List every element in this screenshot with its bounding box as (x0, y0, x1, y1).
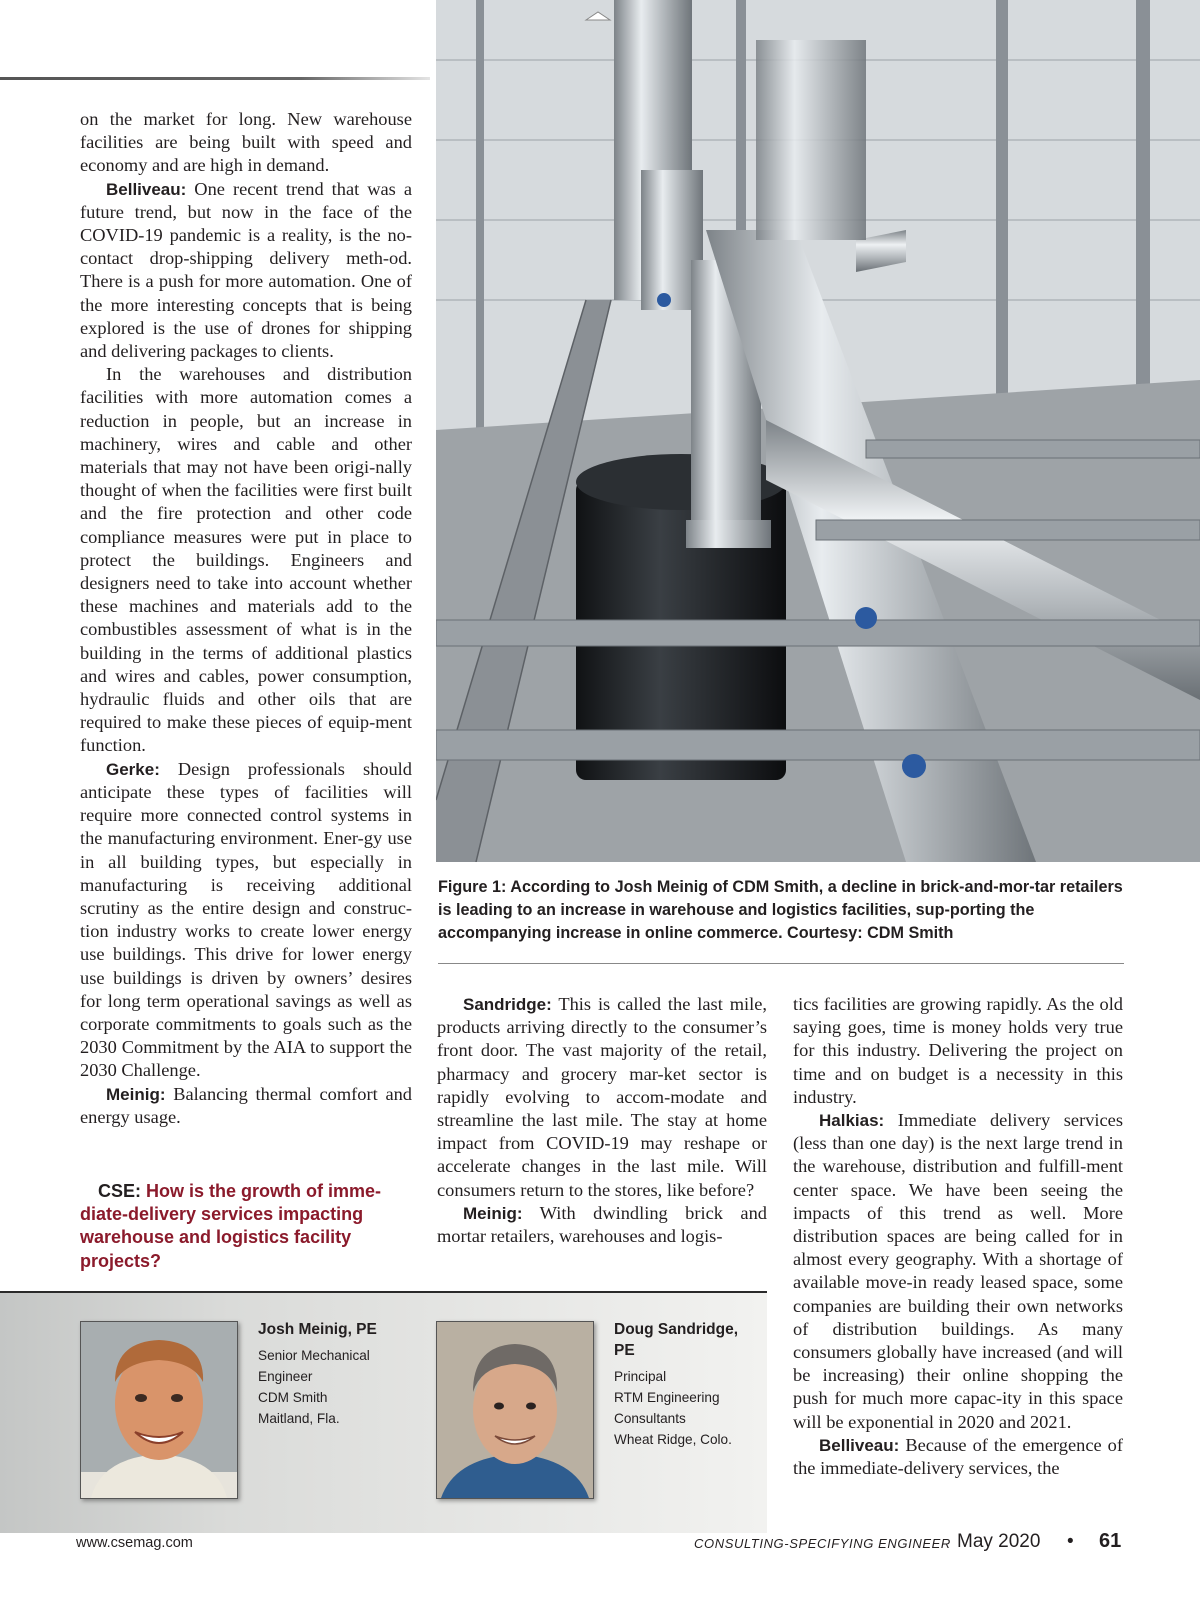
footer-issue-date: May 2020 (957, 1531, 1041, 1552)
paragraph (437, 993, 767, 1202)
bio-name: Doug Sandridge, PE (614, 1321, 738, 1359)
top-rule (0, 77, 430, 80)
figure-caption: Figure 1: According to Josh Meinig of CDM Smith, a decline in brick-and-mor-tar retailers is leading to an increase in warehouse and logistics facilities, sup-porting the accompanying increase in online commerce. Courtesy: CDM Smith (438, 878, 1123, 942)
bio-company: CDM Smith (258, 1390, 328, 1405)
article-column-3 (793, 993, 1123, 1480)
bio-company: Consultants (614, 1411, 686, 1426)
cse-question (80, 1180, 410, 1273)
bio-name: Josh Meinig, PE (258, 1321, 377, 1338)
paragraph: on the market for long. New warehouse facilities are being built with speed and economy and are high in demand. (80, 109, 412, 176)
paragraph: In the warehouses and distribution facilities with more automation comes a reduction in people, but an increase in machinery, wires and cable and other materials that may not have been origi-nally thought of when the facilities were first built and the fire protection and other code compliance measures were put in place to protect the buildings. Engineers and designers need to take into account whether these machines and materials add to the combustibles assessment of what is in the building in the terms of additional plastics and wires and cables, power consumption, hydraulic fluids and other oils that are required to make these pieces of equip-ment function. (80, 364, 412, 756)
bio-location: Wheat Ridge, Colo. (614, 1432, 732, 1447)
speaker-name: Belliveau: (106, 179, 187, 199)
speaker-name: Gerke: (106, 759, 160, 779)
page-number: 61 (1099, 1530, 1122, 1552)
paragraph-text: One recent trend that was a future trend, but now in the face of the COVID-19 pandemic is a reality, is the no-contact drop-shipping delivery meth-od. There is a push for more automation. One of the more interesting concepts that is being explored is the use of drones for shipping and delivering packages to clients. (80, 178, 412, 362)
bio-details (258, 1345, 370, 1429)
speaker-name: Meinig: (106, 1084, 166, 1104)
speaker-name: Sandridge: (463, 995, 552, 1014)
avatar (80, 1321, 238, 1499)
cse-label: CSE: (98, 1181, 147, 1201)
warehouse-ductwork-illustration (436, 0, 1200, 862)
paragraph (793, 1434, 1123, 1480)
bio-title: Senior Mechanical (258, 1348, 370, 1363)
footer-website: www.csemag.com (76, 1535, 193, 1551)
speaker-name: Belliveau: (819, 1435, 900, 1455)
question-text: How is the growth of imme-diate-delivery services impacting warehouse and logistics facility projects? (80, 1181, 382, 1271)
speaker-name: Meinig: (463, 1203, 523, 1223)
bio-location: Maitland, Fla. (258, 1411, 340, 1426)
bio-title: Engineer (258, 1369, 313, 1384)
paragraph-text: With dwindling brick and mortar retailers, warehouses and logis- (437, 1202, 767, 1247)
paragraph (80, 1083, 412, 1129)
paragraph (80, 758, 412, 1083)
bio-details (614, 1366, 732, 1450)
article-column-2 (437, 993, 767, 1248)
caption-rule (438, 963, 1124, 964)
paragraph (793, 1109, 1123, 1434)
portrait-photo (437, 1322, 593, 1498)
avatar (436, 1321, 594, 1499)
paragraph-text: This is called the last mile, products arriving directly to the consumer’s front door. The vast majority of the retail, pharmacy and grocery mar-ket sector is rapidly evolving to accom-modate and streamline the last mile. The stay at home impact from COVID-19 may reshape or accelerate changes in the last mile. Will consumers return to the stores, like before? (437, 994, 767, 1200)
paragraph (437, 1202, 767, 1248)
paragraph-text: Because of the emergence of the immediate-delivery services, the (793, 1434, 1123, 1479)
paragraph: tics facilities are growing rapidly. As the old saying goes, time is money holds very true for this industry. Delivering the project on time and on budget is a necessity in this industry. (793, 994, 1123, 1107)
figure-photo (436, 0, 1200, 862)
portrait-photo (81, 1322, 237, 1498)
footer-bullet: • (1067, 1531, 1074, 1552)
bio-title: Principal (614, 1369, 667, 1384)
paragraph-text: Design professionals should anticipate these types of facilities will require more connected control systems in the manufacturing environment. Ener-gy use in all building types, but especially in manufacturing is receiving additional scrutiny as the entire design and construc-tion industry works to create lower energy use buildings. This drive for lower energy use buildings is driven by owners’ desires for long term operational savings as well as corporate commitments to goals such as the 2030 Commitment by the AIA to support the 2030 Challenge. (80, 758, 412, 1081)
paragraph (80, 178, 412, 364)
bio-title: RTM Engineering (614, 1390, 720, 1405)
footer-magazine-name: CONSULTING-SPECIFYING ENGINEER (694, 1536, 951, 1551)
paragraph-text: Immediate delivery services (less than one day) is the next large trend in the warehouse, distribution and fulfill-ment center space. We have been seeing the impacts of this trend as well. More distribution spaces are being called for in almost every geography. With a shortage of available move-in ready leased space, some companies are building their own networks of distribution buildings. As many consumers globally have increased (and will be increasing) their online shopping the push for much more capac-ity in this space will be exponential in 2020 and 2021. (793, 1110, 1123, 1432)
speaker-name: Halkias: (819, 1111, 885, 1131)
article-column-1 (80, 108, 412, 1129)
paragraph-text: Balancing thermal comfort and energy usage. (80, 1083, 412, 1127)
